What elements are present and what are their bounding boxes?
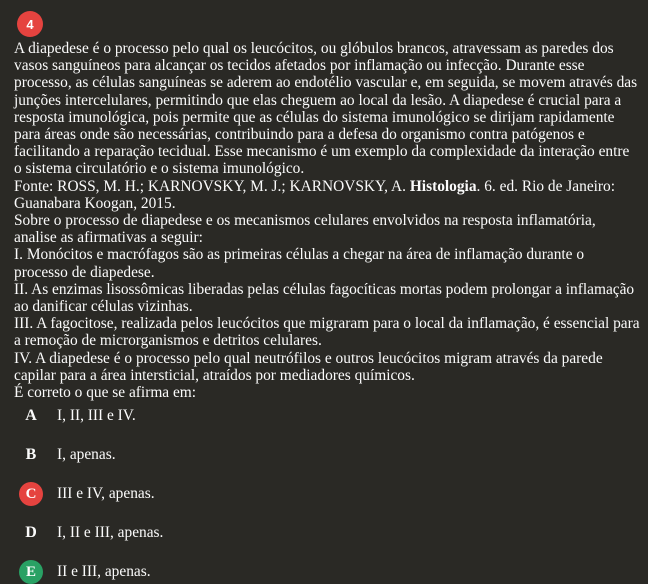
option-row-a[interactable] bbox=[14, 404, 640, 428]
option-letter-d[interactable]: D bbox=[25, 524, 37, 542]
option-row-c[interactable] bbox=[14, 482, 640, 506]
option-row-d[interactable] bbox=[14, 521, 640, 545]
question-paragraph: Fonte: ROSS, M. H.; KARNOVSKY, M. J.; KARNOVSKY, A. Histologia. 6. ed. Rio de Janeiro: Guanabara Koogan, 2015. bbox=[14, 177, 616, 212]
option-text-b: I, apenas. bbox=[57, 446, 116, 464]
question-paragraph: Sobre o processo de diapedese e os mecanismos celulares envolvidos na resposta inflamatória, analise as afirmativas a seguir: bbox=[14, 212, 596, 247]
question-number-badge: 4 bbox=[17, 11, 43, 37]
question-paragraph: II. As enzimas lisossômicas liberadas pelas células fagocíticas mortas podem prolongar a inflamação ao danificar células vizinhas. bbox=[14, 280, 635, 316]
question-paragraph: A diapedese é o processo pelo qual os leucócitos, ou glóbulos brancos, atravessam as paredes dos vasos sanguíneos para alcançar os tecidos afetados por inflamação ou infecção. Durante esse processo, as células sanguíneas se aderem ao endotélio vascular e, em seguida, se movem através das junções intercelulares, permitindo que elas cheguem ao local da lesão. A diapedese é crucial para a resposta imunológica, pois permite que as células do sistema imunológico se dirijam rapidamente para áreas onde são necessárias, contribuindo para a defesa do organismo contra patógenos e facilitando a reparação tecidual. Esse mecanismo é um exemplo da complexidade da interação entre o sistema circulatório e o sistema imunológico. bbox=[14, 40, 638, 178]
option-row-e[interactable] bbox=[14, 560, 640, 584]
option-letter-e[interactable]: E bbox=[19, 560, 43, 584]
question-paragraph: É correto o que se afirma em: bbox=[14, 384, 197, 402]
option-text-d: I, II e III, apenas. bbox=[57, 524, 164, 542]
option-letter-b[interactable]: B bbox=[25, 446, 37, 464]
option-text-e: II e III, apenas. bbox=[57, 563, 151, 581]
option-row-b[interactable] bbox=[14, 443, 640, 467]
option-text-c: III e IV, apenas. bbox=[57, 485, 155, 503]
options-list bbox=[14, 404, 640, 584]
question-text bbox=[14, 40, 640, 401]
question-paragraph: IV. A diapedese é o processo pelo qual neutrófilos e outros leucócitos migram através da parede capilar para a área intersticial, atraídos por mediadores químicos. bbox=[14, 349, 603, 384]
option-text-a: I, II, III e IV. bbox=[57, 407, 136, 425]
option-letter-c[interactable]: C bbox=[19, 482, 43, 506]
option-letter-a[interactable]: A bbox=[25, 407, 37, 425]
question-paragraph: I. Monócitos e macrófagos são as primeiras células a chegar na área de inflamação durante o processo de diapedese. bbox=[14, 246, 585, 281]
question-paragraph: III. A fagocitose, realizada pelos leucócitos que migraram para o local da inflamação, é essencial para a remoção de microrganismos e detritos celulares. bbox=[14, 315, 640, 350]
